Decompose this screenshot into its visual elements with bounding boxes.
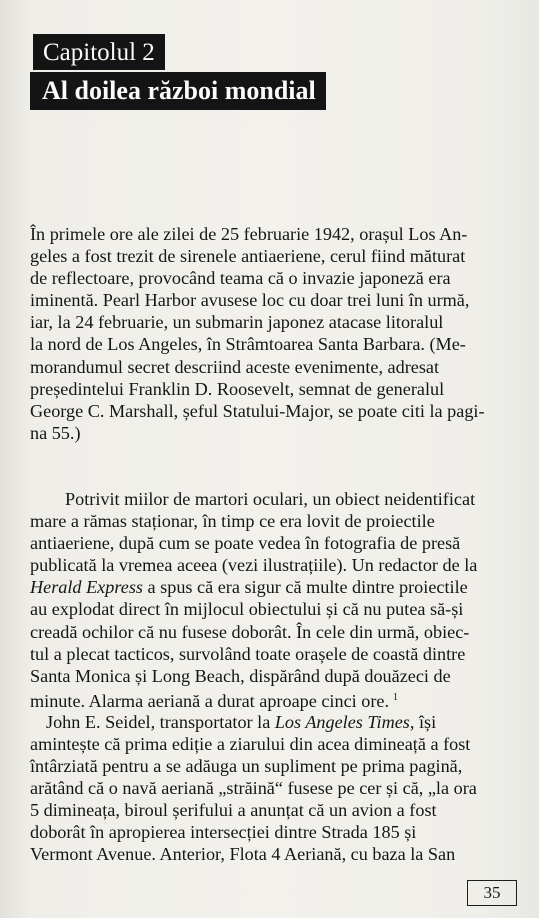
text-line: 5 dimineața, biroul șerifului a anunțat că un avion a fost [30,800,437,821]
text-line: Vermont Avenue. Anterior, Flota 4 Aeriană, cu baza la San [30,844,456,865]
text-segment: John E. Seidel, transportator la [46,711,275,732]
newspaper-name: Los Angeles Times [274,711,410,732]
text-line: președintelui Franklin D. Roosevelt, semnat de generalul [30,378,445,399]
chapter-title: Al doilea război mondial [30,72,326,110]
body-text [30,223,514,866]
text-segment: minute. Alarma aeriană a durat aproape cinci ore. [30,690,390,711]
page-number: 35 [467,880,517,906]
paragraph-3 [30,711,514,866]
text-line: amintește că prima ediție a ziarului din acea dimineață a fost [30,733,471,754]
paragraph-1 [30,223,514,444]
text-line: arătând că o navă aeriană „străină“ fusese pe cer și că, „la ora [30,778,477,799]
text-line: iminentă. Pearl Harbor avusese loc cu doar trei luni în urmă, [30,290,470,311]
text-line: Potrivit miilor de martori oculari, un obiect neidentificat [65,488,476,509]
text-line: na 55.) [30,422,81,443]
text-line: antiaeriene, după cum se poate vedea în fotografia de presă [30,533,461,554]
newspaper-name: Herald Express [30,577,143,598]
text-line: În primele ore ale zilei de 25 februarie 1942, orașul Los An- [30,224,468,244]
text-line: morandumul secret descriind aceste evenimente, adresat [30,356,440,377]
paragraph-2 [30,488,514,709]
text-line: iar, la 24 februarie, un submarin japonez atacase litoralul [30,312,444,333]
text-line: au explodat direct în mijlocul obiectului și că nu putea să-și [30,599,464,620]
text-line [30,711,514,733]
text-segment: , își [409,711,437,732]
text-line: Santa Monica și Long Beach, dispărând după douăzeci de [30,665,451,686]
text-line: doborât în apropierea intersecției dintre Strada 185 și [30,822,417,843]
text-line: tul a plecat tacticos, survolând toate orașele de coastă dintre [30,643,466,664]
text-line: George C. Marshall, șeful Statului-Major, se poate citi la pagi- [30,400,485,421]
chapter-label: Capitolul 2 [33,34,165,70]
text-segment: a spus că era sigur că multe dintre proiectile [142,577,468,598]
text-line: geles a fost trezit de sirenele antiaeriene, cerul fiind măturat [30,246,466,267]
footnote-reference: 1 [393,691,399,703]
text-line: la nord de Los Angeles, în Strâmtoarea Santa Barbara. (Me- [30,334,466,355]
text-line: publicată la vremea aceea (vezi ilustrațiile). Un redactor de la [30,555,478,576]
text-line [30,576,514,598]
text-line [30,687,514,709]
text-line: de reflectoare, provocând teama că o invazie japoneză era [30,268,451,289]
text-line: creadă ochilor că nu fusese doborât. În cele din urmă, obiec- [30,621,470,642]
text-line: întârziată pentru a se adăuga un supliment pe prima pagină, [30,756,463,777]
text-line: mare a rămas staționar, în timp ce era lovit de proiectile [30,511,435,532]
